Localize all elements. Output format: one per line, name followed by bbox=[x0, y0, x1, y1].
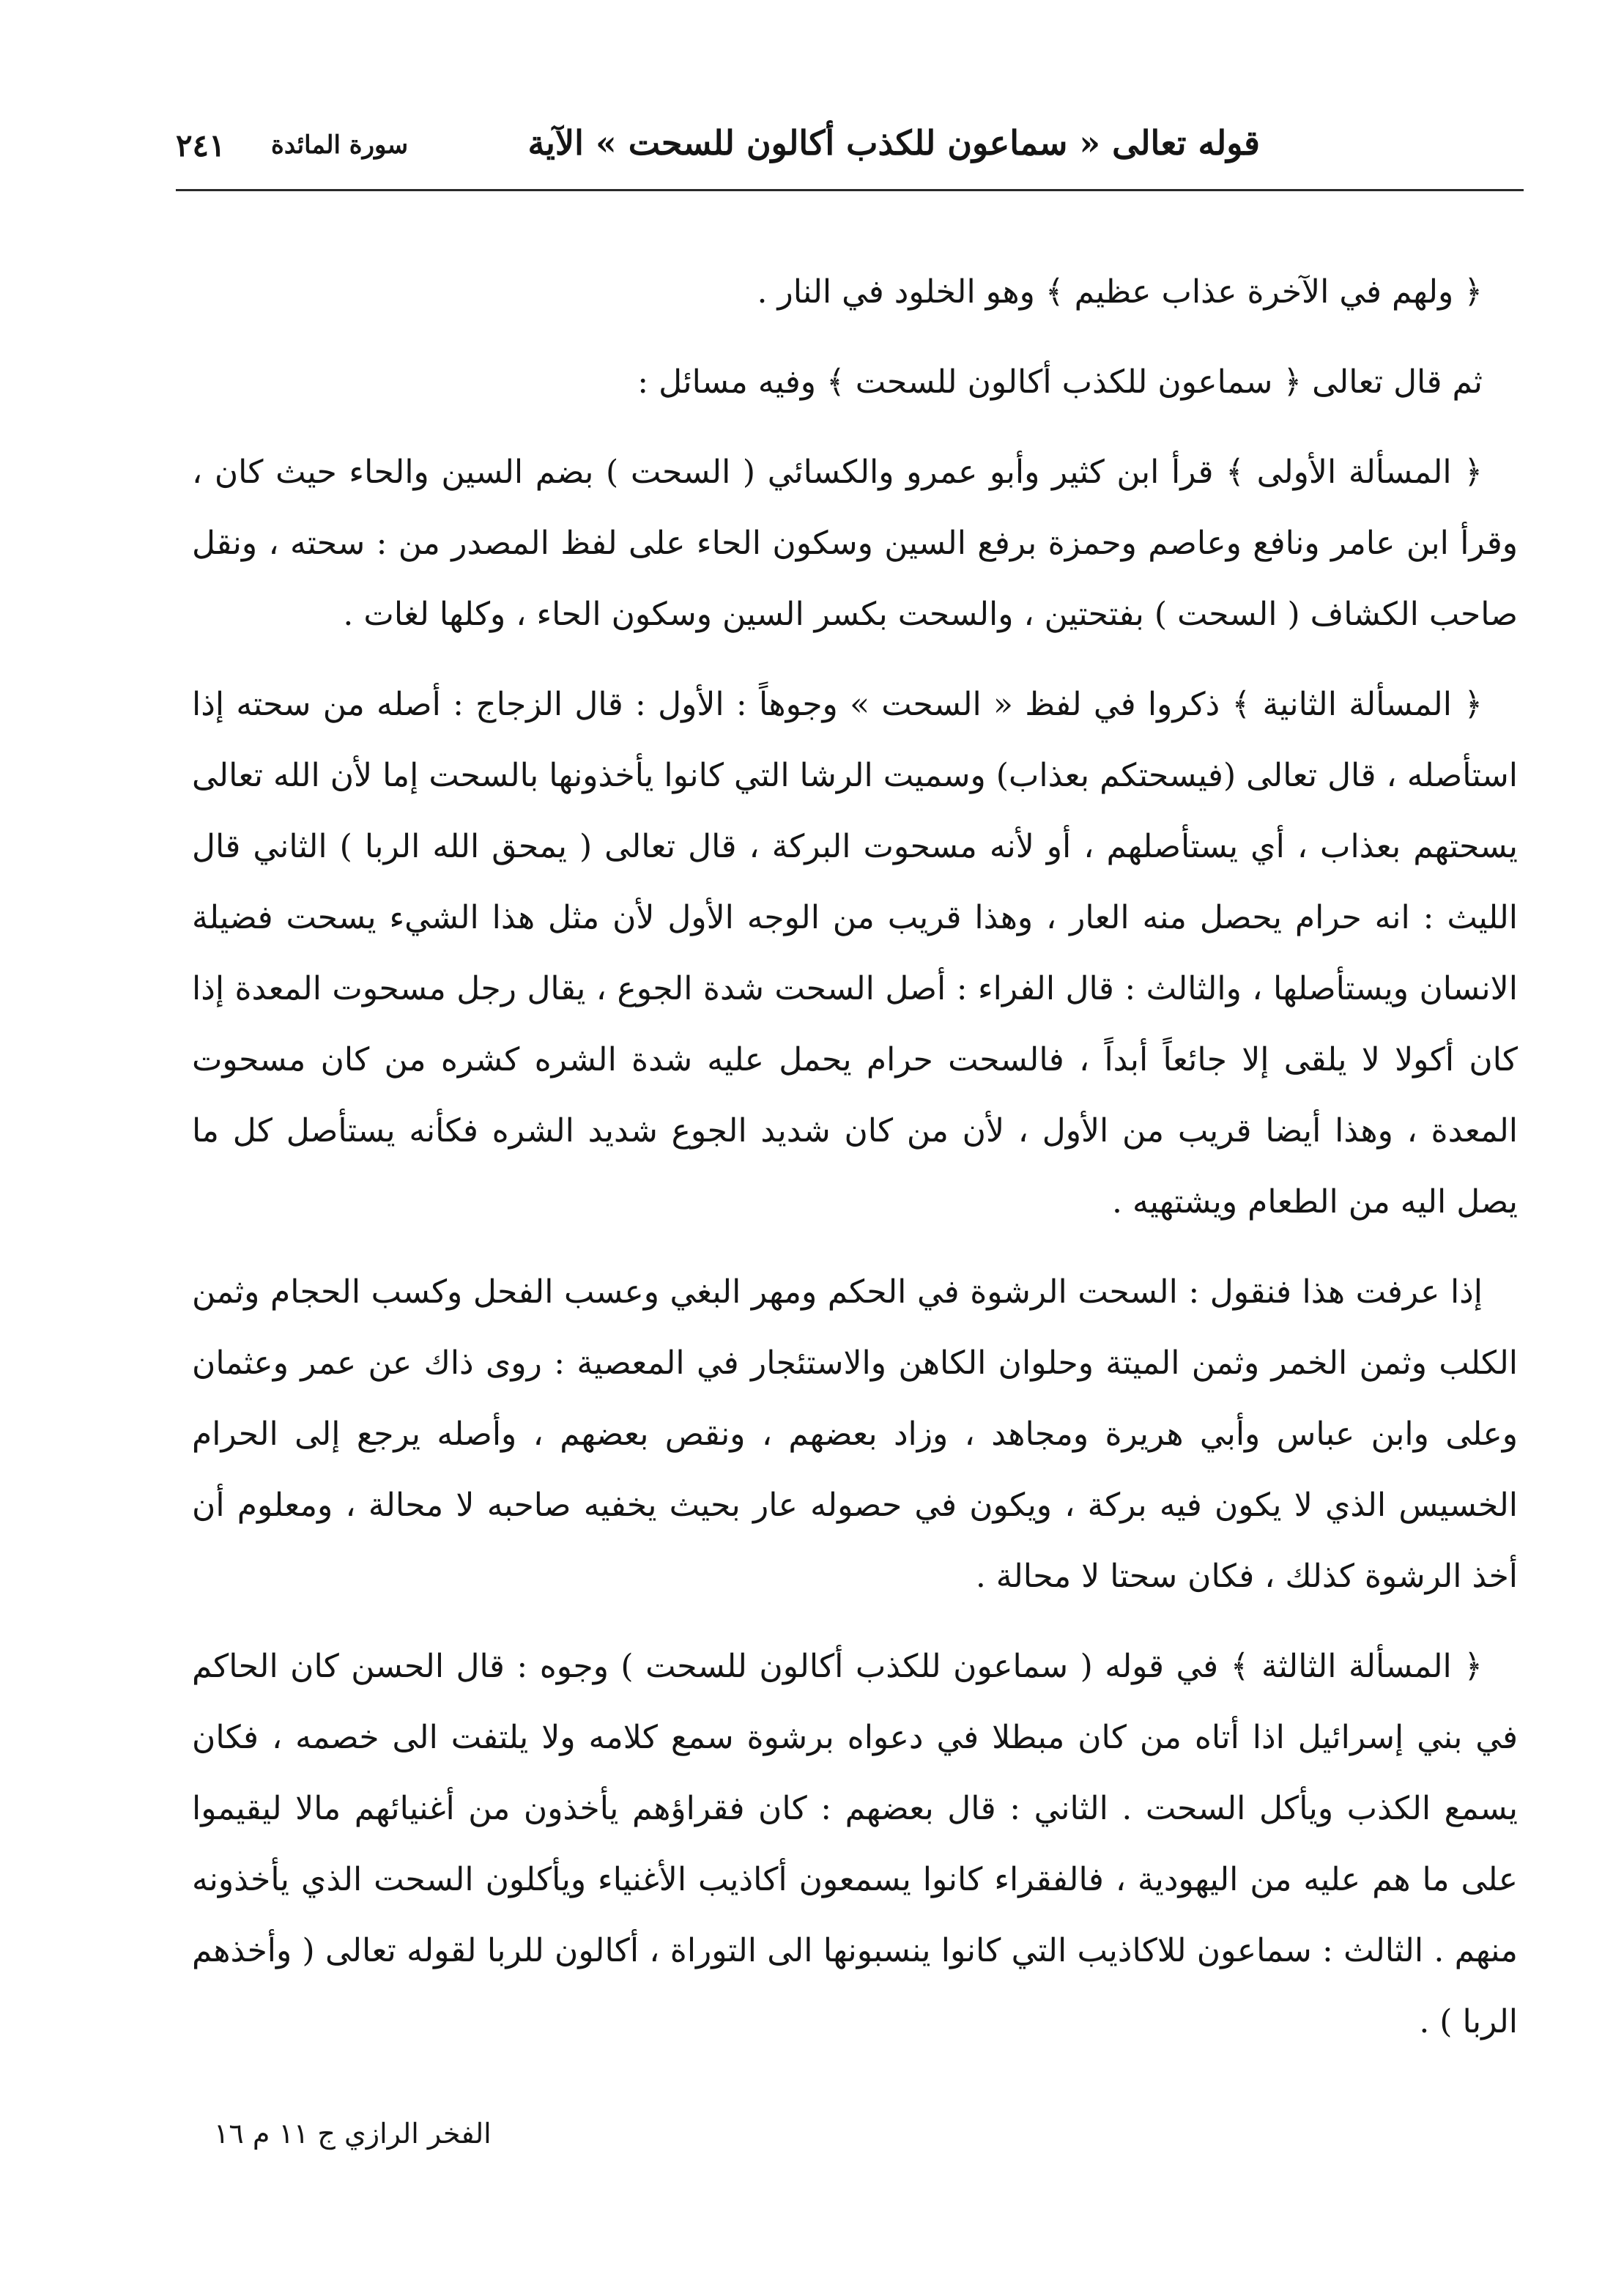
paragraph-5: إذا عرفت هذا فنقول : السحت الرشوة في الحكم ومهر البغي وعسب الفحل وكسب الحجام وثمن الكلب وثمن الخمر وثمن الميتة وحلوان الكاهن والاستئجار في المعصية : روى ذاك عن عمر وعثمان وعلى وابن عباس وأبي هريرة ومجاهد ، وزاد بعضهم ، ونقص بعضهم ، وأصله يرجع إلى الحرام الخسيس الذي لا يكون فيه بركة ، ويكون في حصوله عار بحيث يخفيه صاحبه لا محالة ، ومعلوم أن أخذ الرشوة كذلك ، فكان سحتا لا محالة . bbox=[192, 1273, 1518, 1595]
header-rule bbox=[176, 189, 1524, 191]
paragraph-4: ﴿ المسألة الثانية ﴾ ذكروا في لفظ « السحت » وجوهاً : الأول : قال الزجاج : أصله من سحته إذا استأصله ، قال تعالى (فيسحتكم بعذاب) وسميت الرشا التي كانوا يأخذونها بالسحت إما لأن الله تعالى يسحتهم بعذاب ، أي يستأصلهم ، أو لأنه مسحوت البركة ، قال تعالى ( يمحق الله الربا ) الثاني قال الليث : انه حرام يحصل منه العار ، وهذا قريب من الوجه الأول لأن مثل هذا الشيء يسحت فضيلة الانسان ويستأصلها ، والثالث : قال الفراء : أصل السحت شدة الجوع ، يقال رجل مسحوت المعدة إذا كان أكولا لا يلقى إلا جائعاً أبداً ، فالسحت حرام يحمل عليه شدة الشره كشره من كان مسحوت المعدة ، وهذا أيضا قريب من الأول ، لأن من كان شديد الجوع شديد الشره فكأنه يستأصل كل ما يصل اليه من الطعام ويشتهيه . bbox=[192, 686, 1519, 1221]
running-header bbox=[176, 117, 1524, 183]
footer-signature: الفخر الرازي ج ١١ م ١٦ bbox=[214, 2117, 492, 2150]
paragraph-3: ﴿ المسألة الأولى ﴾ قرأ ابن كثير وأبو عمرو والكسائي ( السحت ) بضم السين والحاء حيث كان ، وقرأ ابن عامر ونافع وعاصم وحمزة برفع السين وسكون الحاء على لفظ المصدر من : سحته ، ونقل صاحب الكشاف ( السحت ) بفتحتين ، والسحت بكسر السين وسكون الحاء ، وكلها لغات . bbox=[192, 454, 1518, 633]
page-number: ٢٤١ bbox=[176, 127, 226, 163]
body-text bbox=[192, 256, 1518, 2076]
paragraph-2: ثم قال تعالى ﴿ سماعون للكذب أكالون للسحت ﴾ وفيه مسائل : bbox=[637, 363, 1483, 401]
paragraph-1: ﴿ ولهم في الآخرة عذاب عظيم ﴾ وهو الخلود في النار . bbox=[757, 273, 1483, 311]
header-title: قوله تعالى « سماعون للكذب أكالون للسحت » الآية bbox=[527, 123, 1260, 163]
header-surah-name: سورة المائدة bbox=[271, 130, 409, 160]
paragraph-6: ﴿ المسألة الثالثة ﴾ في قوله ( سماعون للكذب أكالون للسحت ) وجوه : قال الحسن كان الحاكم في بني إسرائيل اذا أتاه من كان مبطلا في دعواه برشوة سمع كلامه ولا يلتفت الى خصمه ، فكان يسمع الكذب ويأكل السحت . الثاني : قال بعضهم : كان فقراؤهم يأخذون من أغنيائهم مالا ليقيموا على ما هم عليه من اليهودية ، فالفقراء كانوا يسمعون أكاذيب الأغنياء ويأكلون السحت الذي يأخذونه منهم . الثالث : سماعون للاكاذيب التي كانوا ينسبونها الى التوراة ، أكالون للربا لقوله تعالى ( وأخذهم الربا ) . bbox=[192, 1648, 1518, 2040]
